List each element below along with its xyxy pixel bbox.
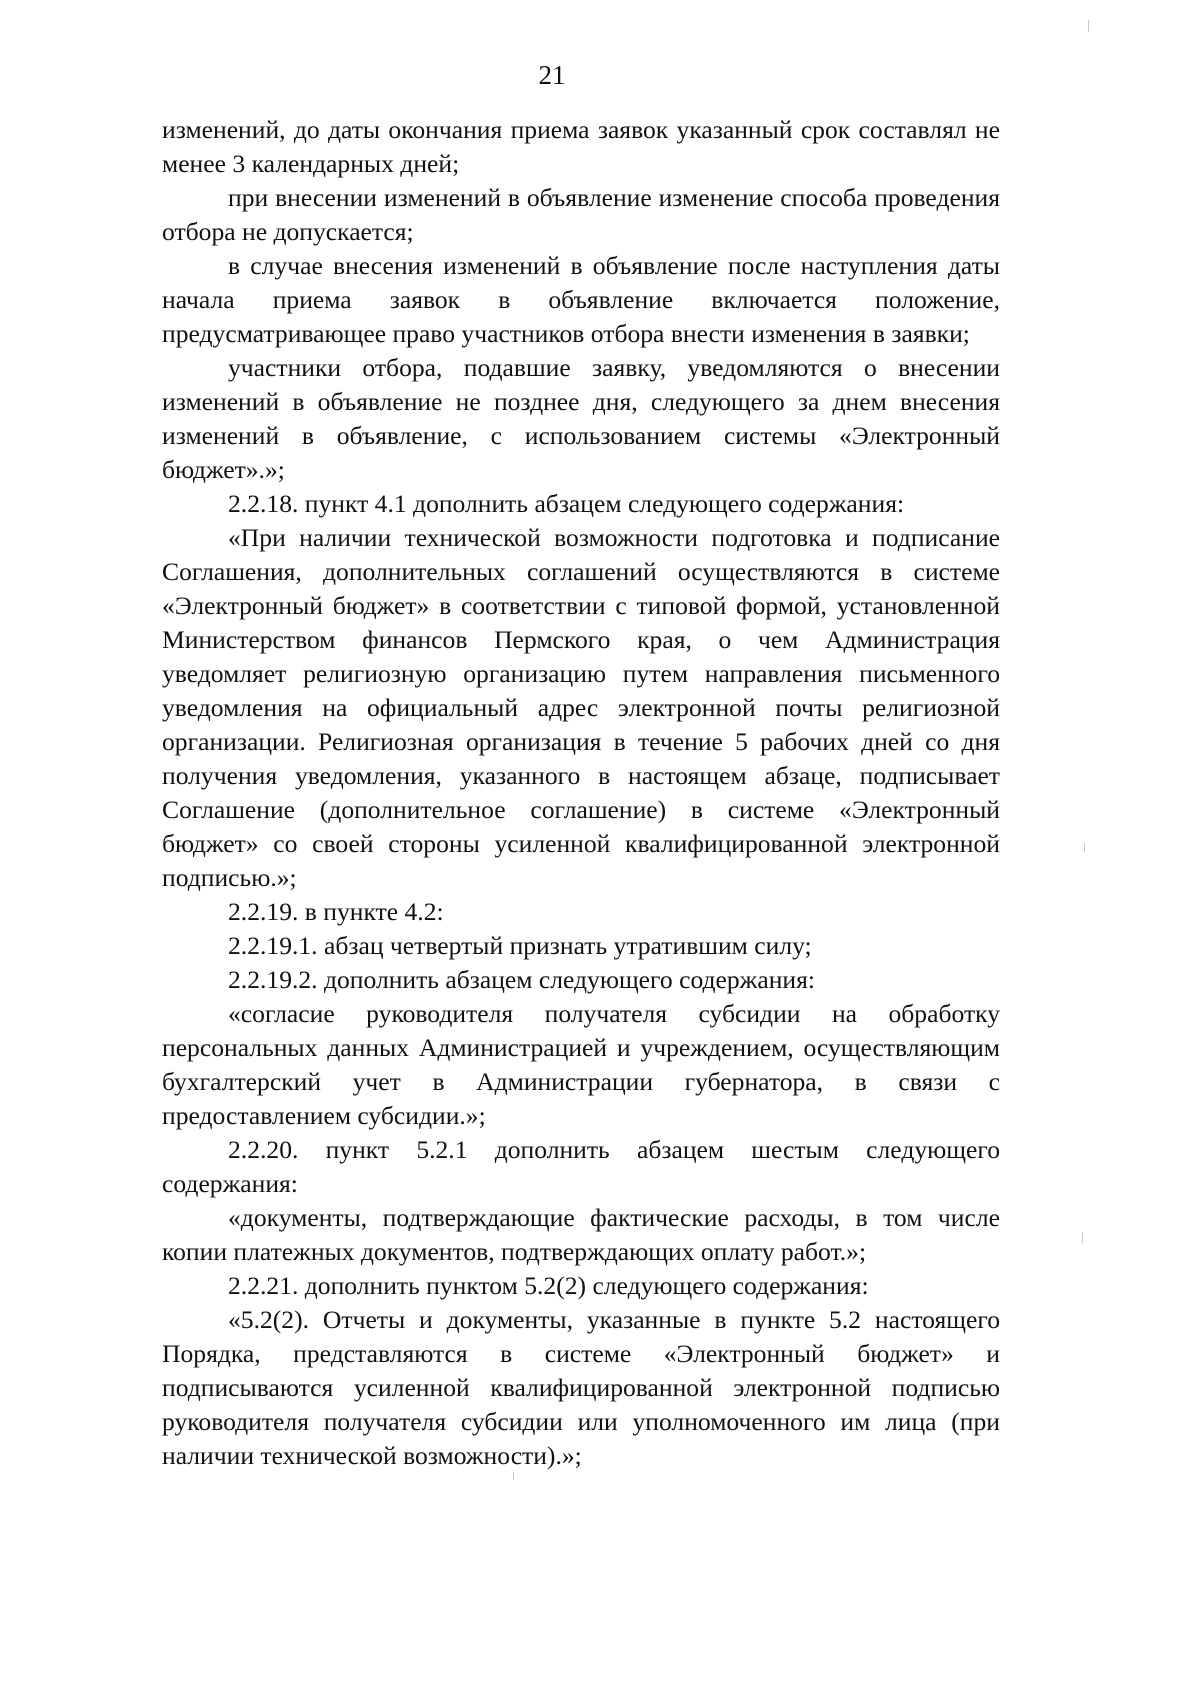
paragraph: 2.2.19.1. абзац четвертый признать утратившим силу; xyxy=(228,931,812,960)
scan-artifact xyxy=(513,1472,514,1480)
paragraph: 2.2.19.2. дополнить абзацем следующего содержания: xyxy=(228,965,816,994)
paragraph: «документы, подтверждающие фактические расходы, в том числе копии платежных документов, подтверждающих оплату работ.»; xyxy=(162,1203,1000,1266)
paragraph: при внесении изменений в объявление изменение способа проведения отбора не допускается; xyxy=(162,183,1000,246)
paragraph: «согласие руководителя получателя субсидии на обработку персональных данных Администрацией и учреждением, осуществляющим бухгалтерский учет в Администрации губернатора, в связи с предоставлением субсидии.»; xyxy=(162,999,1000,1130)
paragraph: «При наличии технической возможности подготовка и подписание Соглашения, дополнительных соглашений осуществляются в системе «Электронный бюджет» в соответствии с типовой формой, установленной Министерством финансов Пермского края, о чем Администрация уведомляет религиозную организацию путем направления письменного уведомления на официальный адрес электронной почты религиозной организации. Религиозная организация в течение 5 рабочих дней со дня получения уведомления, указанного в настоящем абзаце, подписывает Соглашение (дополнительное соглашение) в системе «Электронный бюджет» со своей стороны усиленной квалифицированной электронной подписью.»; xyxy=(162,523,1000,892)
paragraph: 2.2.21. дополнить пунктом 5.2(2) следующего содержания: xyxy=(228,1271,869,1300)
paragraph: «5.2(2). Отчеты и документы, указанные в пункте 5.2 настоящего Порядка, представляются в системе «Электронный бюджет» и подписываются усиленной квалифицированной электронной подписью руководителя получателя субсидии или уполномоченного им лица (при наличии технической возможности).»; xyxy=(162,1305,1000,1470)
scan-artifact xyxy=(1084,843,1085,852)
paragraph: 2.2.18. пункт 4.1 дополнить абзацем следующего содержания: xyxy=(228,489,905,518)
page-number: 21 xyxy=(538,60,566,90)
paragraph: изменений, до даты окончания приема заявок указанный срок составлял не менее 3 календарных дней; xyxy=(162,115,1000,178)
scan-artifact xyxy=(1088,20,1089,32)
document-body xyxy=(162,113,1000,1473)
paragraph: участники отбора, подавшие заявку, уведомляются о внесении изменений в объявление не позднее дня, следующего за днем внесения изменений в объявление, с использованием системы «Электронный бюджет».»; xyxy=(162,353,1000,484)
paragraph: 2.2.20. пункт 5.2.1 дополнить абзацем шестым следующего содержания: xyxy=(162,1135,1000,1198)
paragraph: 2.2.19. в пункте 4.2: xyxy=(228,897,444,926)
paragraph: в случае внесения изменений в объявление после наступления даты начала приема заявок в объявление включается положение, предусматривающее право участников отбора внести изменения в заявки; xyxy=(162,251,1000,348)
scan-artifact xyxy=(1082,1232,1083,1243)
